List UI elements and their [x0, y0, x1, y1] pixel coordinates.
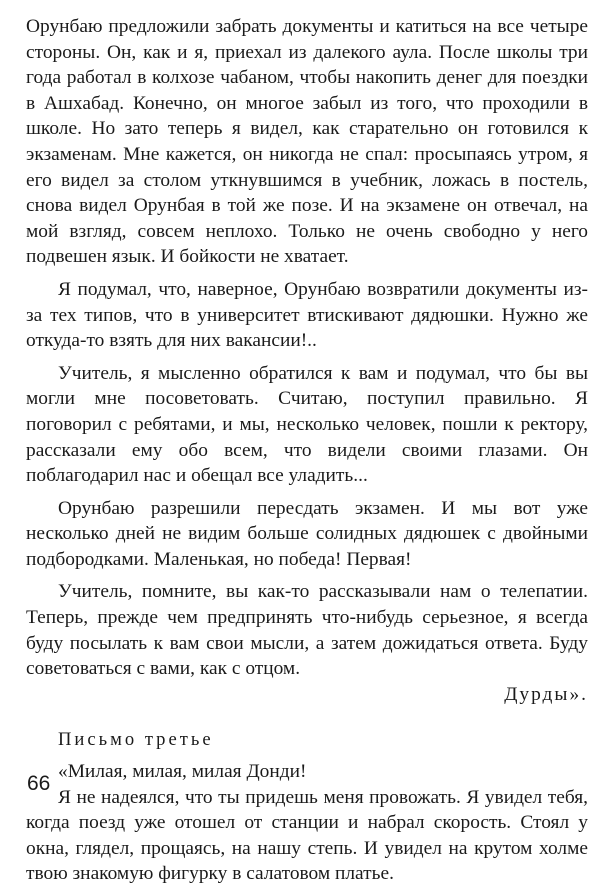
book-page	[26, 14, 588, 885]
paragraph-vacancies: Я подумал, что, наверное, Орунбаю возвратили документы из-за тех типов, что в университет втискивают дядюшки. Нужно же откуда-то взять для них вакансии!..	[26, 278, 588, 352]
paragraph-victory: Орунбаю разрешили пересдать экзамен. И мы вот уже несколько дней не видим больше солидных дядюшек с двойными подбородками. Маленькая, но победа! Первая!	[26, 497, 588, 570]
letter-signature: Дурды».	[504, 683, 588, 705]
paragraph-rector: Учитель, я мысленно обратился к вам и подумал, что бы вы могли мне посоветовать. Считаю, поступил правильно. Я поговорил с ребятами, и мы, несколько человек, пошли к ректору, рассказали ему обо всем, что видели своими глазами. Он поблагодарил нас и обещал все уладить...	[26, 362, 588, 487]
paragraph-orunbay-story: Орунбаю предложили забрать документы и катиться на все четыре стороны. Он, как и я, приехал из далекого аула. После школы три года работал в колхозе чабаном, чтобы накопить денег для поездки в Ашхабад. Конечно, он многое забыл из того, что проходили в школе. Но зато теперь я видел, как старательно он готовился к экзаменам. Мне кажется, он никогда не спал: просыпаясь утром, я его видел за столом уткнувшимся в учебник, ложась в постель, снова видел Орунбая в той же позе. И на экзамене он отвечал, на мой взгляд, совсем неплохо. Только не очень свободно у него подвешен язык. И бойкости не хватает.	[26, 16, 588, 268]
paragraph-letter-start: Я не надеялся, что ты придешь меня провожать. Я увидел тебя, когда поезд уже отошел от станции и набрал скорость. Стоял у окна, глядел, прощаясь, на нашу степь. И увидел на крутом холме твою знакомую фигурку в салатовом платье.	[26, 786, 588, 885]
page-number: 66	[27, 772, 51, 795]
paragraph-telepathy: Учитель, помните, вы как-то рассказывали нам о телепатии. Теперь, прежде чем предпринять что-нибудь серьезное, я всегда буду посылать к вам свои мысли, а затем дожидаться ответа. Буду советоваться с вами, как с отцом.	[26, 581, 588, 680]
letter-greeting: «Милая, милая, милая Донди!	[58, 761, 307, 783]
section-heading: Письмо третье	[58, 729, 214, 751]
